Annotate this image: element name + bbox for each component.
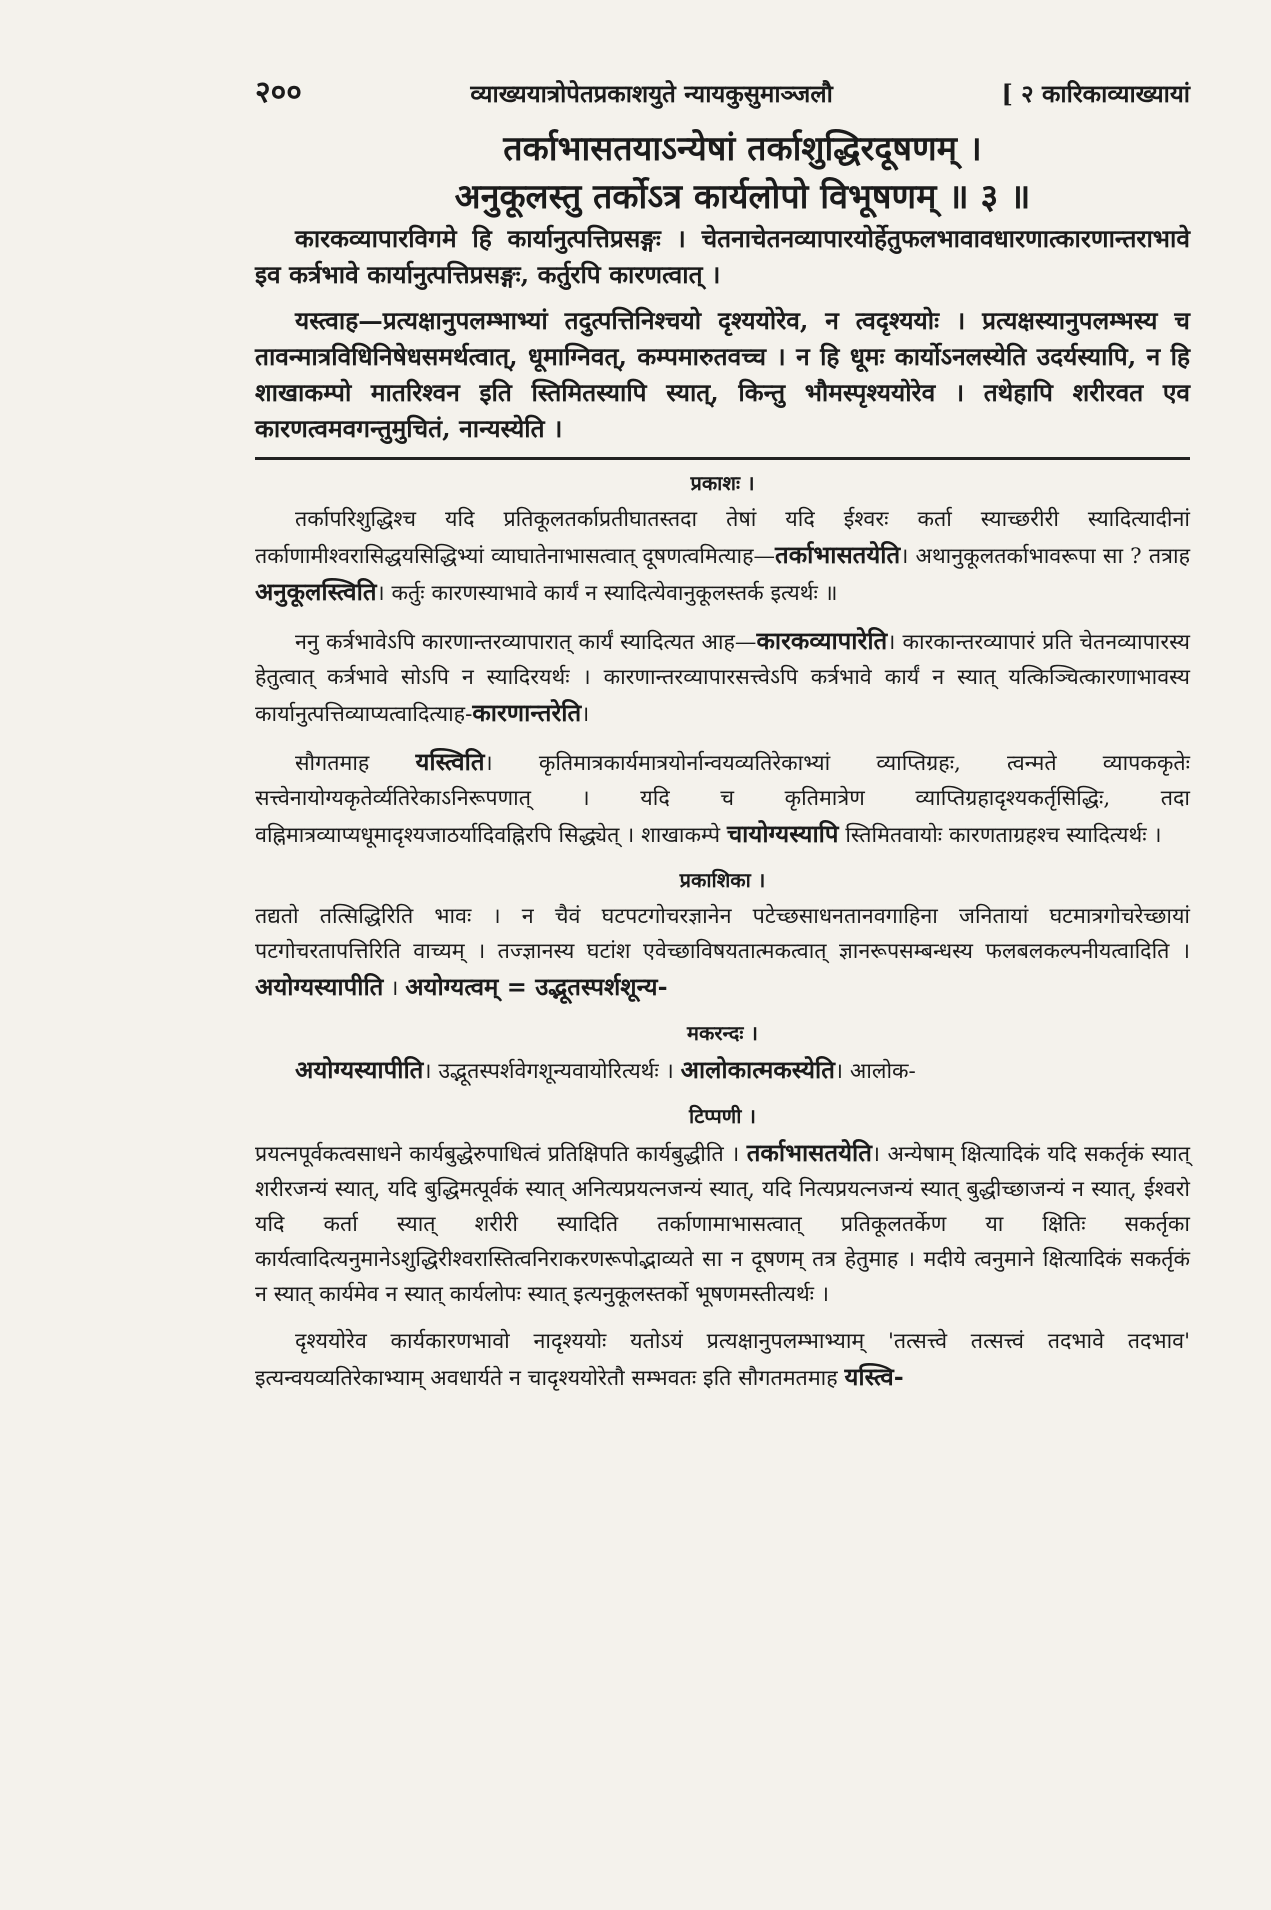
karika-verse [295, 125, 1190, 221]
pratika-term: तर्काभासतयेति [746, 1138, 872, 1167]
tippani-text: दृश्ययोरेव कार्यकारणभावो नादृश्ययोः यतोऽयं प्रत्यक्षानुपलम्भाभ्याम् 'तत्सत्त्वे तत्सत्त्वं तदभावे तदभाव' इत्यन्वयव्यतिरेकाभ्याम् अवधार्यते न चादृश्ययोरेतौ सम्भवतः इति सौगतमतमाह [255, 1329, 1190, 1391]
pratika-term: अयोग्यस्यापीति [255, 972, 384, 1001]
makaranda-commentary [255, 1052, 1190, 1089]
makaranda-paragraph-1 [255, 1052, 1190, 1089]
prakashika-text: । [390, 976, 399, 1001]
prakasha-text: । कृतिमात्रकार्यमात्रयोर्नान्वयव्यतिरेकाभ्यां व्याप्तिग्रहः, त्वन्मते व्यापककृतेः सत्त्वेनायोग्यकृतेर्व्यतिरेकाऽनिरूपणात् । यदि च कृतिमात्रेण व्याप्तिग्रहादृश्यकर्तृसिद्धिः, तदा वह्निमात्रव्याप्यधूमादृश्यजाठर्यादिवह्निरपि सिद्ध्येत् । शाखाकम्पे [255, 751, 1190, 848]
running-title: व्याख्ययात्रोपेतप्रकाशयुते न्यायकुसुमाञ्जलौ [470, 79, 833, 108]
root-text [255, 221, 1190, 447]
page [255, 70, 1190, 1408]
makaranda-heading: मकरन्दः । [687, 1021, 758, 1045]
prakashika-paragraph-1 [255, 899, 1190, 1006]
chapter-label: [ २ कारिकाव्याख्यायां [1001, 79, 1190, 108]
tippani-heading: टिप्पणी । [689, 1104, 756, 1128]
prakasha-text: । अथानुकूलतर्काभावरूपा सा ? तत्राह [900, 544, 1190, 569]
pratika-term: चायोग्यस्यापि [726, 819, 839, 848]
divider [255, 457, 1190, 460]
tippani-commentary [255, 1135, 1190, 1396]
tippani-paragraph-2 [255, 1324, 1190, 1396]
pratika-term: अनुकूलस्त्विति [255, 577, 377, 606]
prakasha-heading: प्रकाशः । [690, 471, 755, 495]
prakasha-paragraph-3 [255, 744, 1190, 853]
pratika-term: यस्त्वि- [844, 1362, 904, 1391]
prakasha-paragraph-2 [255, 623, 1190, 732]
makaranda-text: । आलोक- [834, 1059, 916, 1084]
root-paragraph-2: यस्त्वाह—प्रत्यक्षानुपलम्भाभ्यां तदुत्पत्तिनिश्चयो दृश्ययोरेव, न त्वदृश्ययोः । प्रत्यक्षस्यानुपलम्भस्य च तावन्मात्रविधिनिषेधसमर्थत्वात्, धूमाग्निवत्, कम्पमारुतवच्च । न हि धूमः कार्योऽनलस्येति उदर्यस्यापि, न हि शाखाकम्पो मातरिश्वन इति स्तिमितस्यापि स्यात्, किन्तु भौमस्पृश्ययोरेव । तथेहापि शरीरवत एव कारणत्वमवगन्तुमुचितं, नान्यस्येति । [255, 306, 1190, 443]
pratika-term: यस्त्विति [415, 747, 485, 776]
pratika-term: कारकव्यापारेति [756, 626, 888, 655]
prakasha-text: स्तिमितवायोः कारणताग्रहश्च स्यादित्यर्थः । [845, 823, 1162, 848]
pratika-term: तर्काभासतयेति [775, 540, 901, 569]
prakasha-text: तर्कापरिशुद्धिश्च यदि प्रतिकूलतर्काप्रतीघातस्तदा तेषां यदि ईश्वरः कर्ता स्याच्छरीरी स्यादित्यादीनां तर्काणामीश्वरासिद्धयसिद्धिभ्यां व्याघातेनाभासत्वात् दूषणत्वमित्याह— [255, 507, 1190, 569]
tippani-text: प्रयत्नपूर्वकत्वसाधने कार्यबुद्धेरुपाधित्वं प्रतिक्षिपति कार्यबुद्धीति । [255, 1142, 740, 1167]
pratika-term: अयोग्यस्यापीति [295, 1055, 424, 1084]
pratika-term: कारणान्तरेति [472, 698, 582, 727]
prakasha-paragraph-1 [255, 502, 1190, 611]
prakasha-text: । कारकान्तरव्यापारं प्रति चेतनव्यापारस्य हेतुत्वात् कर्त्रभावे सोऽपि न स्यादिरयर्थः । कारणान्तरव्यापारसत्त्वेऽपि कर्त्रभावे कार्यं न स्यात् यत्किञ्चित्कारणाभावस्य कार्यानुत्पत्तिव्याप्यत्वादित्याह- [255, 630, 1190, 727]
makaranda-text: । उद्भूतस्पर्शवेगशून्यवायोरित्यर्थः । [423, 1059, 674, 1084]
prakasha-text: ननु कर्त्रभावेऽपि कारणान्तरव्यापारात् कार्यं स्यादित्यत आह— [295, 630, 757, 655]
verse-line-1: तर्काभासतयाऽन्येषां तर्काशुद्धिरदूषणम् । [503, 129, 982, 169]
tippani-paragraph-1 [255, 1135, 1190, 1312]
prakashika-commentary [255, 899, 1190, 1006]
prakasha-text: । [581, 702, 590, 727]
pratika-term: अयोग्यत्वम् = उद्भूतस्पर्शशून्य- [405, 972, 668, 1001]
root-paragraph-1: कारकव्यापारविगमे हि कार्यानुत्पत्तिप्रसङ्गः । चेतनाचेतनव्यापारयोर्हेतुफलभावावधारणात्कारणान्तराभावे इव कर्त्रभावे कार्यानुत्पत्तिप्रसङ्गः, कर्तुरपि कारणत्वात् । [255, 224, 1190, 289]
prakasha-text: सौगतमाह [295, 751, 370, 776]
pratika-term: आलोकात्मकस्येति [680, 1055, 835, 1084]
tippani-text: । अन्येषाम् क्षित्यादिकं यदि सकर्तृकं स्यात् शरीरजन्यं स्यात्, यदि बुद्धिमत्पूर्वकं स्यात् अनित्यप्रयत्नजन्यं स्यात्, यदि नित्यप्रयत्नजन्यं स्यात् बुद्धीच्छाजन्यं न स्यात्, ईश्वरो यदि कर्ता स्यात् शरीरी स्यादिति तर्काणामाभासत्वात् प्रतिकूलतर्केण या क्षितिः सकर्तृका कार्यत्वादित्यनुमानेऽशुद्धिरीश्वरास्तित्वनिराकरणरूपोद्भाव्यते सा न दूषणम् तत्र हेतुमाह । मदीये त्वनुमाने क्षित्यादिकं सकर्तृकं न स्यात् कार्यमेव न स्यात् कार्यलोपः स्यात् इत्यनुकूलस्तर्को भूषणमस्तीत्यर्थः । [255, 1142, 1191, 1307]
page-number: २०० [255, 75, 302, 110]
prakashika-text: तद्यतो तत्सिद्धिरिति भावः । न चैवं घटपटगोचरज्ञानेन पटेच्छसाधनतानवगाहिना जनितायां घटमात्रगोचरेच्छायां पटगोचरतापत्तिरिति वाच्यम् । तज्ज्ञानस्य घटांश एवेच्छाविषयतात्मकत्वात् ज्ञानरूपसम्बन्धस्य फलबलकल्पनीयत्वादिति । [255, 904, 1190, 964]
prakasha-commentary [255, 502, 1190, 853]
prakasha-text: । कर्तुः कारणस्याभावे कार्यं न स्यादित्येवानुकूलस्तर्क इत्यर्थः ॥ [376, 581, 838, 606]
verse-line-2: अनुकूलस्तु तर्कोऽत्र कार्यलोपो विभूषणम् ॥ ३ ॥ [454, 177, 1031, 217]
running-header [255, 70, 1190, 111]
prakashika-heading: प्रकाशिका । [679, 868, 766, 892]
